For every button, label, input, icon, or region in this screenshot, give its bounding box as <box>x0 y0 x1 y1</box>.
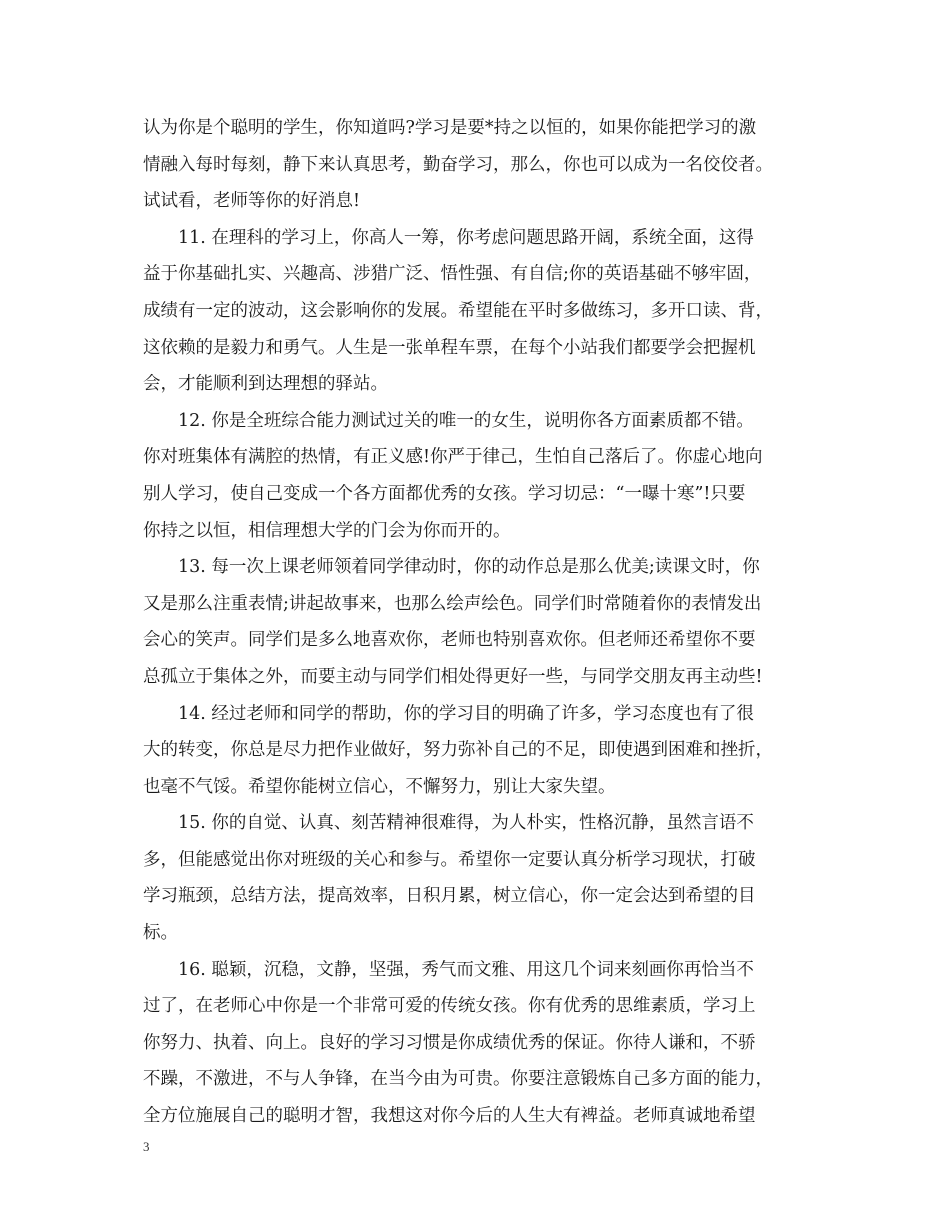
text-line: 试试看，老师等你的好消息! <box>143 191 361 212</box>
text-line: 情融入每时每刻，静下来认真思考，勤奋学习，那么，你也可以成为一名佼佼者。 <box>143 154 773 175</box>
text-line: 你持之以恒，相信理想大学的门会为你而开的。 <box>143 520 511 541</box>
text-line: 多，但能感觉出你对班级的关心和参与。希望你一定要认真分析学习现状，打破 <box>143 849 756 870</box>
paragraph-intro <box>143 116 827 226</box>
text-line: 13. 每一次上课老师领着同学律动时，你的动作总是那么优美;读课文时，你 <box>178 557 760 578</box>
text-line: 会心的笑声。同学们是多么地喜欢你，老师也特别喜欢你。但老师还希望你不要 <box>143 630 756 651</box>
paragraph-item-11 <box>143 226 827 409</box>
text-line: 也毫不气馁。希望你能树立信心，不懈努力，别让大家失望。 <box>143 776 616 797</box>
text-line: 总孤立于集体之外，而要主动与同学们相处得更好一些，与同学交朋友再主动些! <box>143 666 763 687</box>
text-line: 大的转变，你总是尽力把作业做好，努力弥补自己的不足，即使遇到困难和挫折， <box>143 740 773 761</box>
text-line: 成绩有一定的波动，这会影响你的发展。希望能在平时多做练习，多开口读、背， <box>143 300 773 321</box>
text-line: 认为你是个聪明的学生，你知道吗?学习是要*持之以恒的，如果你能把学习的激 <box>143 118 757 138</box>
text-line: 益于你基础扎实、兴趣高、涉猎广泛、悟性强、有自信;你的英语基础不够牢固， <box>143 264 762 285</box>
text-line: 16. 聪颖，沉稳，文静，坚强，秀气而文雅、用这几个词来刻画你再恰当不 <box>178 959 754 980</box>
text-line: 11. 在理科的学习上，你高人一筹，你考虑问题思路开阔，系统全面，这得 <box>178 227 754 248</box>
text-line: 不躁，不激进，不与人争锋，在当今由为可贵。你要注意锻炼自己多方面的能力， <box>143 1069 773 1090</box>
text-line: 别人学习，使自己变成一个各方面都优秀的女孩。学习切忌：“一曝十寒”!只要 <box>143 483 746 504</box>
text-line: 15. 你的自觉、认真、刻苦精神很难得，为人朴实，性格沉静，虽然言语不 <box>178 813 754 834</box>
text-line: 会，才能顺利到达理想的驿站。 <box>143 374 388 395</box>
text-line: 14. 经过老师和同学的帮助，你的学习目的明确了许多，学习态度也有了很 <box>178 703 754 724</box>
text-line: 12. 你是全班综合能力测试过关的唯一的女生，说明你各方面素质都不错。 <box>178 410 754 431</box>
text-line: 全方位施展自己的聪明才智，我想这对你今后的人生大有裨益。老师真诚地希望 <box>143 1106 756 1127</box>
text-line: 学习瓶颈，总结方法，提高效率，日积月累，树立信心，你一定会达到希望的目 <box>143 886 756 907</box>
text-line: 这依赖的是毅力和勇气。人生是一张单程车票，在每个小站我们都要学会把握机 <box>143 337 756 358</box>
text-line: 又是那么注重表情;讲起故事来，也那么绘声绘色。同学们时常随着你的表情发出 <box>143 593 762 614</box>
paragraph-item-14 <box>143 702 827 812</box>
text-line: 你努力、执着、向上。良好的学习习惯是你成绩优秀的保证。你待人谦和，不骄 <box>143 1032 756 1053</box>
paragraph-item-16 <box>143 958 827 1141</box>
paragraph-item-12 <box>143 409 827 555</box>
page-number: 3 <box>143 1139 150 1154</box>
document-body <box>143 116 827 1141</box>
paragraph-item-13 <box>143 555 827 701</box>
text-line: 过了，在老师心中你是一个非常可爱的传统女孩。你有优秀的思维素质，学习上 <box>143 996 756 1017</box>
text-line: 标。 <box>143 923 178 944</box>
text-line: 你对班集体有满腔的热情，有正义感!你严于律己，生怕自己落后了。你虚心地向 <box>143 447 763 468</box>
paragraph-item-15 <box>143 811 827 957</box>
